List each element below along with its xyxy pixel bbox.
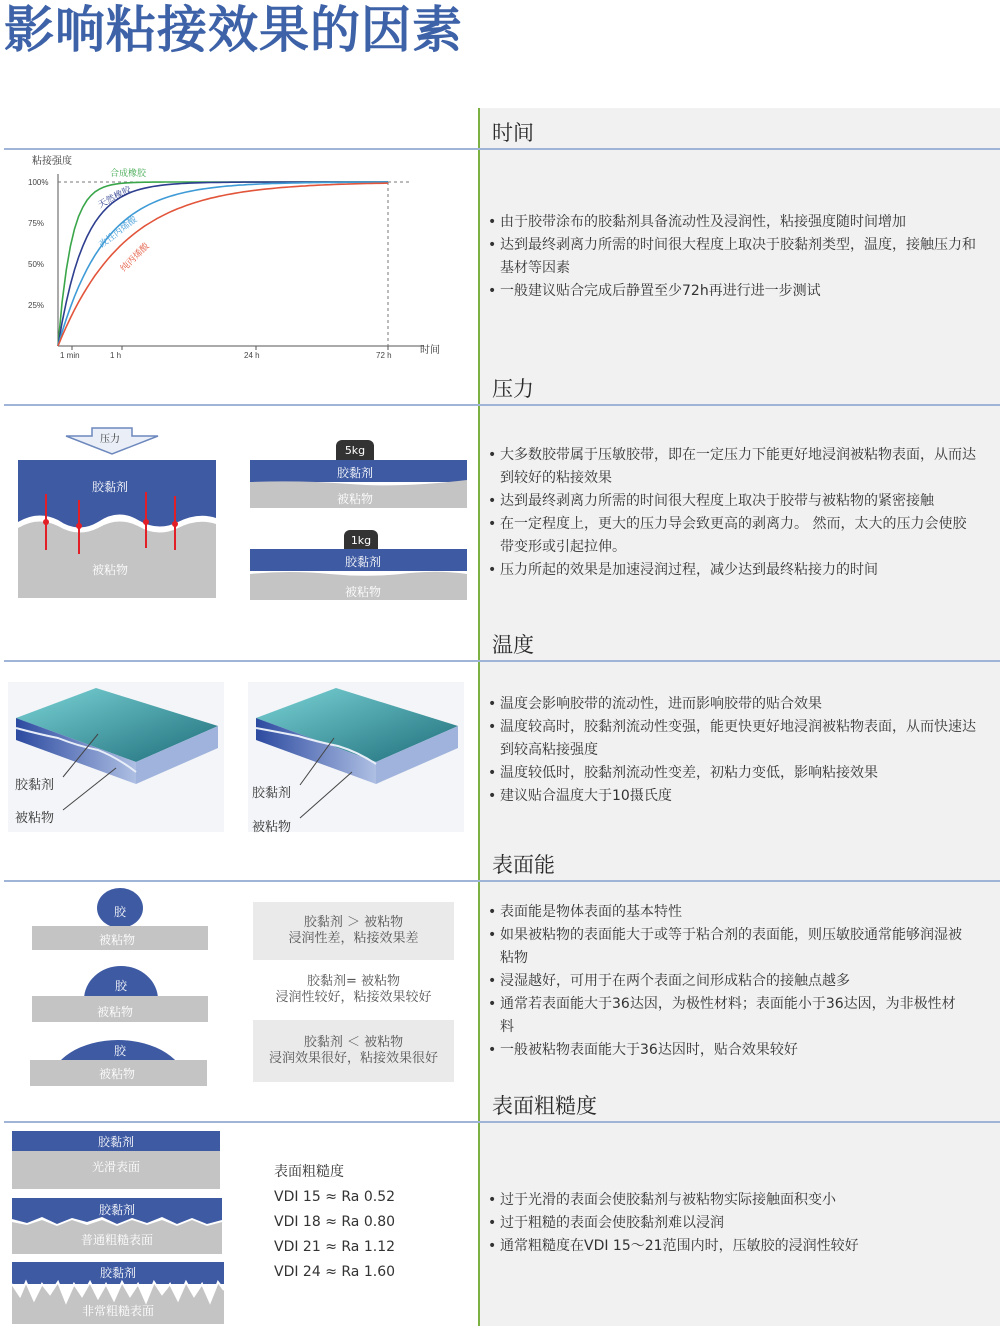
substrate-label: 被粘物 — [91, 563, 128, 577]
comparison-box — [253, 974, 454, 1014]
bullet: • 浸湿越好，可用于在两个表面之间形成粘合的接触点越多 — [488, 970, 968, 993]
series-line — [58, 182, 388, 346]
substrate-label: 被粘物 — [15, 811, 55, 826]
substrate-label: 被粘物 — [336, 492, 373, 506]
surface-energy-bullets — [488, 901, 968, 1062]
comparison-line1: 胶黏剂 ＜ 被粘物 — [303, 1035, 404, 1050]
comparison-line1: 胶黏剂 ＞ 被粘物 — [303, 915, 404, 930]
roughness-value: VDI 15 ≈ Ra 0.52 — [274, 1189, 396, 1205]
adhesive-label: 胶黏剂 — [344, 555, 381, 569]
chart-x-label: 时间 — [420, 345, 440, 356]
bullet: • 建议贴合温度大于10摄氏度 — [488, 785, 988, 808]
surface-label: 普通粗糙表面 — [80, 1233, 153, 1247]
adhesive-label: 胶黏剂 — [98, 1203, 135, 1217]
pressure-arrow-label: 压力 — [100, 434, 120, 445]
series-label: 改性丙烯酸 — [97, 213, 139, 250]
comparison-line2: 浸润效果很好，粘接效果很好 — [268, 1051, 438, 1066]
section-title-temperature: 温度 — [492, 633, 534, 657]
bullet: • 大多数胶带属于压敏胶带，即在一定压力下能更好地浸润被粘物表面，从而达到较好的粘接效果 — [488, 444, 978, 490]
comparison-box — [253, 902, 454, 960]
surface-label: 光滑表面 — [91, 1160, 140, 1174]
bullet: • 压力所起的效果是加速浸润过程，减少达到最终粘接力的时间 — [488, 559, 978, 582]
weight-5kg-icon: 5kg — [336, 440, 374, 460]
comparison-box — [253, 1020, 454, 1082]
adhesive-label: 胶黏剂 — [15, 778, 55, 793]
bullet: • 过于光滑的表面会使胶黏剂与被粘物实际接触面积变小 — [488, 1189, 988, 1212]
y-tick-label: 75% — [28, 219, 45, 228]
adhesive-label: 胶黏剂 — [91, 480, 128, 494]
bullet: • 达到最终剥离力所需的时间很大程度上取决于胶黏剂类型，温度，接触压力和基材等因素 — [488, 234, 988, 280]
x-tick-label: 72 h — [376, 351, 392, 360]
time-bond-strength-chart — [20, 150, 460, 370]
comparison-line2: 浸润性较好，粘接效果较好 — [275, 990, 432, 1005]
weight-1kg-icon: 1kg — [344, 530, 378, 549]
bullet: • 温度较高时，胶黏剂流动性变强，能更快更好地浸润被粘物表面，从而快速达到较高粘接强度 — [488, 716, 988, 762]
bullet: • 一般被粘物表面能大于36达因时，贴合效果较好 — [488, 1039, 968, 1062]
bullet: • 表面能是物体表面的基本特性 — [488, 901, 968, 924]
adhesive-label: 胶黏剂 — [99, 1266, 136, 1280]
section-divider — [4, 404, 1000, 406]
drop-label: 胶 — [113, 1044, 126, 1058]
substrate-label: 被粘物 — [96, 1005, 133, 1019]
x-tick-label: 1 h — [110, 351, 122, 360]
y-tick-label: 100% — [28, 178, 49, 187]
bullet: • 通常粗糙度在VDI 15～21范围内时，压敏胶的浸润性较好 — [488, 1235, 988, 1258]
bullet: • 如果被粘物的表面能大于或等于粘合剂的表面能，则压敏胶通常能够润湿被粘物 — [488, 924, 968, 970]
bullet: • 温度会影响胶带的流动性，进而影响胶带的贴合效果 — [488, 693, 988, 716]
section-title-roughness: 表面粗糙度 — [492, 1094, 597, 1118]
bullet: • 达到最终剥离力所需的时间很大程度上取决于胶带与被粘物的紧密接触 — [488, 490, 978, 513]
pressure-bullets — [488, 444, 978, 582]
drop-label: 胶 — [114, 979, 127, 993]
time-bullets — [488, 211, 988, 303]
roughness-table-title: 表面粗糙度 — [274, 1164, 344, 1180]
bullet: • 由于胶带涂布的胶黏剂具备流动性及浸润性，粘接强度随时间增加 — [488, 211, 988, 234]
substrate-label: 被粘物 — [252, 820, 292, 835]
section-title-surface-energy: 表面能 — [492, 853, 555, 877]
substrate-label: 被粘物 — [344, 585, 381, 599]
roughness-value: VDI 21 ≈ Ra 1.12 — [274, 1239, 396, 1255]
section-divider — [4, 880, 1000, 882]
section-title-time: 时间 — [492, 121, 534, 145]
drop-label: 胶 — [113, 905, 126, 919]
surface-label: 非常粗糙表面 — [81, 1304, 154, 1318]
roughness-table — [274, 1160, 395, 1285]
bullet: • 一般建议贴合完成后静置至少72h再进行进一步测试 — [488, 280, 988, 303]
comparison-line1: 胶黏剂= 被粘物 — [306, 974, 401, 989]
temperature-bullets — [488, 693, 988, 808]
substrate-label: 被粘物 — [98, 1067, 135, 1081]
y-tick-label: 25% — [28, 301, 45, 310]
adhesive-label: 胶黏剂 — [97, 1135, 134, 1149]
comparison-line2: 浸润性差，粘接效果差 — [288, 931, 419, 946]
bullet: • 过于粗糙的表面会使胶黏剂难以浸润 — [488, 1212, 988, 1235]
adhesive-label: 胶黏剂 — [252, 786, 292, 801]
series-label: 合成橡胶 — [110, 168, 147, 178]
series-label: 天然橡胶 — [96, 184, 133, 210]
section-divider — [4, 660, 1000, 662]
series-label: 纯丙烯酸 — [118, 240, 151, 274]
x-tick-label: 24 h — [244, 351, 260, 360]
adhesive-label: 胶黏剂 — [336, 466, 373, 480]
roughness-value: VDI 18 ≈ Ra 0.80 — [274, 1214, 396, 1230]
bullet: • 通常若表面能大于36达因，为极性材料；表面能小于36达因，为非极性材料 — [488, 993, 968, 1039]
temperature-slab-diagram-right — [248, 682, 464, 832]
chart-y-label: 粘接强度 — [32, 156, 72, 167]
y-tick-label: 50% — [28, 260, 45, 269]
roughness-value: VDI 24 ≈ Ra 1.60 — [274, 1264, 396, 1280]
roughness-bullets — [488, 1189, 988, 1258]
x-tick-label: 1 min — [60, 351, 80, 360]
section-title-pressure: 压力 — [492, 377, 534, 401]
substrate-label: 被粘物 — [98, 933, 135, 947]
section-divider — [4, 1121, 1000, 1123]
bullet: • 在一定程度上，更大的压力导会致更高的剥离力。 然而，太大的压力会使胶带变形或引起拉伸。 — [488, 513, 978, 559]
bullet: • 温度较低时，胶黏剂流动性变差，初粘力变低，影响粘接效果 — [488, 762, 988, 785]
page-title: 影响粘接效果的因素 — [4, 1, 463, 59]
